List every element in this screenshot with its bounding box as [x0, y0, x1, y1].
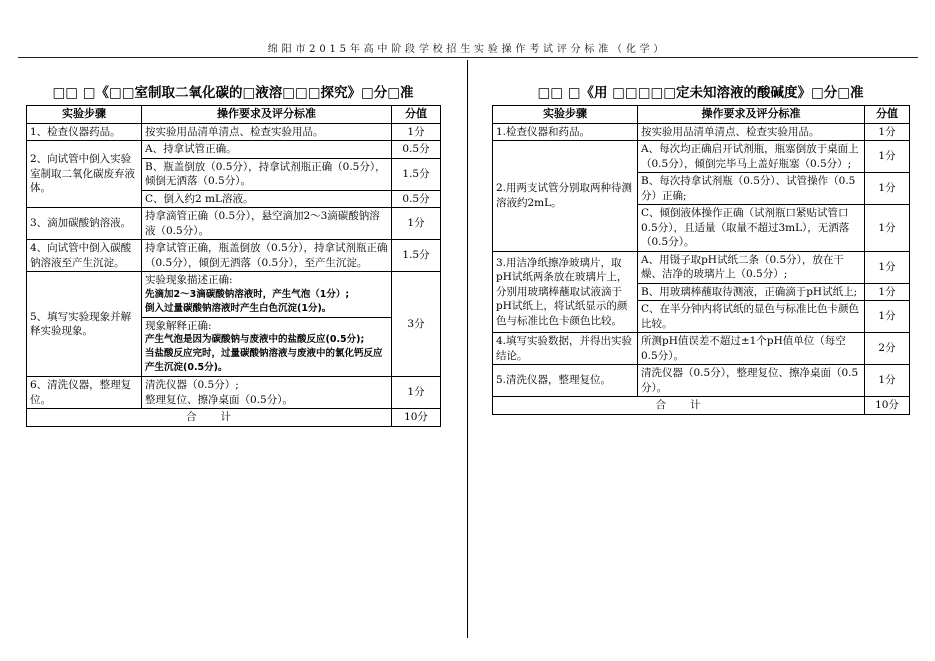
score-cell: 1分 [865, 205, 910, 252]
step-cell: 5、填写实验现象并解释实验现象。 [27, 272, 142, 377]
total-label: 合 计 [493, 397, 865, 415]
page-divider [467, 60, 468, 638]
table-row [27, 377, 441, 409]
table-row [27, 141, 441, 159]
score-cell: 1分 [865, 173, 910, 205]
criterion-line: 当盐酸反应完时，过量碳酸钠溶液与废液中的氯化钙反应产生沉淀(0.5分)。 [145, 348, 383, 373]
requirement-cell: C、在半分钟内将试纸的显色与标准比色卡颜色比较。 [638, 301, 865, 333]
column-header-requirement: 操作要求及评分标准 [638, 106, 865, 124]
criterion-line: 清洗仪器（0.5分）; [145, 379, 239, 391]
score-cell: 1分 [865, 301, 910, 333]
total-label: 合 计 [27, 409, 392, 427]
step-cell: 4.填写实验数据，并得出实验结论。 [493, 333, 638, 365]
requirement-cell: C、倒入约2 mL溶液。 [142, 190, 392, 208]
criterion-line: 产生气泡是因为碳酸钠与废液中的盐酸反应(0.5分); [145, 334, 365, 345]
requirement-cell: B、每次持拿试剂瓶（0.5分）、试管操作（0.5分）正确; [638, 173, 865, 205]
score-cell: 1分 [865, 251, 910, 283]
requirement-cell: 按实验用品清单清点、检查实验用品。 [142, 123, 392, 141]
step-cell: 4、向试管中倒入碳酸钠溶液至产生沉淀。 [27, 240, 142, 272]
requirement-cell: 持拿滴管正确（0.5分），悬空滴加2～3滴碳酸钠溶液（0.5分）。 [142, 208, 392, 240]
requirement-cell: C、倾倒液体操作正确（试剂瓶口紧贴试管口0.5分），且适量（取量不超过3mL），无洒落（0.5分）。 [638, 205, 865, 252]
step-cell: 3、滴加碳酸钠溶液。 [27, 208, 142, 240]
score-cell: 0.5分 [392, 190, 441, 208]
right-scoring-sheet [492, 84, 909, 415]
step-cell: 6、清洗仪器，整理复位。 [27, 377, 142, 409]
table-row [493, 365, 910, 397]
table-row [27, 272, 441, 318]
column-header-score: 分值 [865, 106, 910, 124]
requirement-cell: 所测pH值误差不超过±1个pH值单位（每空0.5分）。 [638, 333, 865, 365]
step-cell: 1、检查仪器药品。 [27, 123, 142, 141]
left-scoring-sheet [26, 84, 440, 427]
score-cell: 1分 [865, 123, 910, 141]
requirement-cell [142, 317, 392, 377]
score-cell: 3分 [392, 272, 441, 377]
score-cell: 1分 [392, 208, 441, 240]
requirement-cell: 按实验用品清单清点、检查实验用品。 [638, 123, 865, 141]
requirement-cell: A、每次均正确启开试剂瓶，瓶塞倒放于桌面上（0.5分），倾倒完毕马上盖好瓶塞（0.5分）; [638, 141, 865, 173]
score-cell: 1分 [865, 365, 910, 397]
requirement-cell: B、用玻璃棒蘸取待测液，正确滴于pH试纸上; [638, 283, 865, 301]
score-cell: 1分 [392, 377, 441, 409]
right-scoring-table [492, 105, 910, 415]
step-cell: 5.清洗仪器，整理复位。 [493, 365, 638, 397]
total-score: 10分 [392, 409, 441, 427]
column-header-requirement: 操作要求及评分标准 [142, 106, 392, 124]
table-header-row [27, 106, 441, 124]
score-cell: 1.5分 [392, 158, 441, 190]
requirement-cell: B、瓶盖倒放（0.5分），持拿试剂瓶正确（0.5分），倾倒无洒落（0.5分）。 [142, 158, 392, 190]
requirement-cell [142, 272, 392, 318]
table-row [493, 251, 910, 283]
table-row [493, 333, 910, 365]
column-header-step: 实验步骤 [493, 106, 638, 124]
table-row [27, 123, 441, 141]
left-sheet-title: □□ □《□□室制取二氧化碳的□液溶□□□探究》□分□准 [52, 85, 414, 101]
requirement-cell [142, 377, 392, 409]
score-cell: 1分 [392, 123, 441, 141]
total-row [27, 409, 441, 427]
criterion-line: 倒入过量碳酸钠溶液时产生白色沉淀(1分)。 [145, 302, 332, 314]
criterion-line: 整理复位、擦净桌面（0.5分）。 [145, 393, 293, 406]
criterion-label: 现象解释正确: [145, 319, 212, 332]
header-rule [18, 57, 918, 58]
total-score: 10分 [865, 397, 910, 415]
column-header-step: 实验步骤 [27, 106, 142, 124]
table-header-row [493, 106, 910, 124]
step-cell: 2、向试管中倒入实验室制取二氧化碳废弃液体。 [27, 141, 142, 208]
score-cell: 1分 [865, 283, 910, 301]
step-cell: 3.用洁净纸擦净玻璃片，取pH试纸两条放在玻璃片上，分别用玻璃棒蘸取试液滴于pH试纸上，将试纸显示的颜色与标准比色卡颜色比较。 [493, 251, 638, 333]
criterion-line: 先滴加2～3滴碳酸钠溶液时，产生气泡（1分）; [145, 288, 350, 300]
left-scoring-table [26, 105, 441, 427]
table-row [27, 208, 441, 240]
requirement-cell: A、用镊子取pH试纸二条（0.5分），放在干燥、洁净的玻璃片上（0.5分）; [638, 251, 865, 283]
table-row [493, 123, 910, 141]
step-cell: 1.检查仪器和药品。 [493, 123, 638, 141]
total-row [493, 397, 910, 415]
requirement-cell: 清洗仪器（0.5分），整理复位、擦净桌面（0.5分）。 [638, 365, 865, 397]
column-header-score: 分值 [392, 106, 441, 124]
table-row [27, 240, 441, 272]
score-cell: 1分 [865, 141, 910, 173]
score-cell: 1.5分 [392, 240, 441, 272]
right-sheet-title: □□ □《用 □□□□□定未知溶液的酸碱度》□分□准 [537, 85, 864, 101]
requirement-cell: 持拿试管正确，瓶盖倒放（0.5分），持拿试剂瓶正确（0.5分），倾倒无洒落（0.5分），至产生沉淀。 [142, 240, 392, 272]
score-cell: 2分 [865, 333, 910, 365]
table-row [493, 141, 910, 173]
requirement-cell: A、持拿试管正确。 [142, 141, 392, 159]
score-cell: 0.5分 [392, 141, 441, 159]
criterion-label: 实验现象描述正确: [145, 274, 233, 286]
page-header: 绵阳市2015年高中阶段学校招生实验操作考试评分标准（化学） [267, 44, 668, 55]
step-cell: 2.用两支试管分别取两种待测溶液约2mL。 [493, 141, 638, 252]
